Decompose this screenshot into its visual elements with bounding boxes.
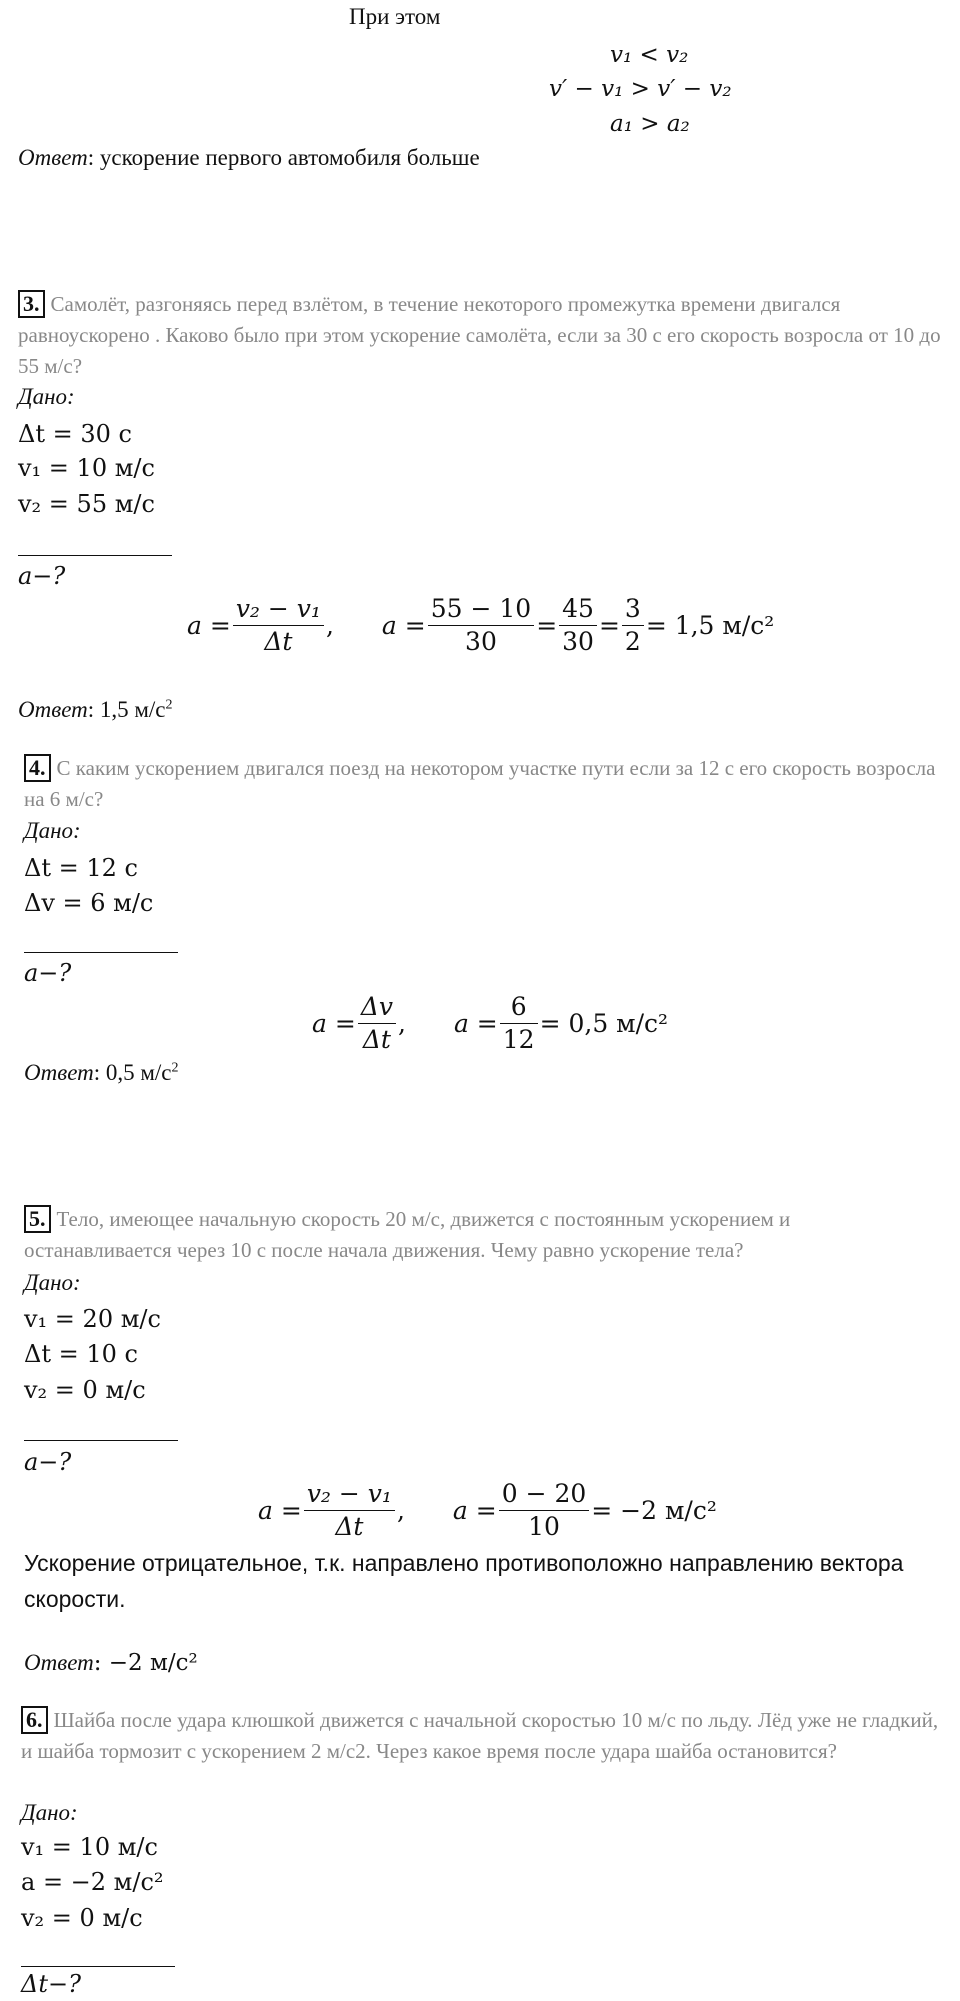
- solution-formula: [258, 1478, 717, 1543]
- given-value: Δt = 12 с: [24, 854, 138, 882]
- answer-exponent: 2: [165, 697, 173, 713]
- answer-line: [24, 1060, 179, 1086]
- answer-exponent: 2: [171, 1060, 179, 1076]
- numerator: 0 − 20: [501, 1479, 587, 1508]
- denominator: 30: [465, 627, 497, 656]
- denominator: 10: [528, 1512, 560, 1541]
- unknown-quantity: a−?: [24, 1448, 72, 1476]
- fraction: [499, 1478, 590, 1543]
- explanation-note: Ускорение отрицательное, т.к. направлено противоположно направлению вектора скорости.: [24, 1550, 904, 1612]
- numerator: Δv: [360, 992, 393, 1021]
- calc-lhs: a =: [381, 611, 426, 640]
- solution-formula: [187, 593, 774, 658]
- numerator: 6: [510, 992, 527, 1021]
- answer-text: : 1,5 м/с: [87, 697, 166, 722]
- given-value: Δv = 6 м/с: [24, 889, 154, 917]
- formula-comma: ,: [325, 611, 334, 640]
- given-divider: [21, 1966, 175, 1967]
- task-number: 4.: [24, 754, 51, 782]
- fraction: [428, 593, 534, 658]
- calc-result: = 1,5 м/с²: [645, 611, 775, 640]
- formula-lhs: a =: [187, 611, 231, 640]
- numerator: 3: [624, 594, 641, 623]
- given-value: v₂ = 0 м/с: [24, 1376, 146, 1404]
- calc-lhs: a =: [453, 1009, 498, 1038]
- formula-comma: ,: [396, 1496, 405, 1525]
- fraction: [358, 991, 396, 1056]
- given-label: Дано:: [21, 1800, 78, 1825]
- denominator: 12: [502, 1025, 535, 1054]
- formula-lhs: a =: [312, 1009, 356, 1038]
- given-label: Дано:: [24, 1270, 81, 1295]
- given-value: v₁ = 20 м/с: [24, 1305, 161, 1333]
- task-6-statement: [21, 1705, 946, 1767]
- solution-formula: [312, 991, 668, 1056]
- denominator: Δt: [264, 627, 293, 656]
- formula-lhs: a =: [258, 1496, 302, 1525]
- equals-sign: =: [598, 611, 620, 640]
- given-divider: [24, 952, 178, 953]
- answer-line: [18, 697, 173, 723]
- given-label: Дано:: [24, 818, 81, 843]
- numerator: 45: [562, 594, 594, 623]
- numerator: v₂ − v₁: [235, 594, 321, 623]
- unknown-quantity: Δt−?: [21, 1970, 81, 1998]
- formula-comma: ,: [398, 1009, 406, 1038]
- denominator: 2: [624, 627, 641, 656]
- fraction: [559, 593, 597, 658]
- denominator: 30: [562, 627, 594, 656]
- numerator: v₂ − v₁: [306, 1479, 392, 1508]
- given-label: Дано:: [18, 384, 75, 409]
- fraction: [500, 991, 538, 1056]
- answer-text: : 0,5 м/с: [93, 1060, 172, 1085]
- answer-label: Ответ: [24, 1060, 94, 1085]
- task-4-statement: [24, 753, 943, 815]
- fraction: [622, 593, 644, 658]
- section-heading: При этом: [349, 4, 441, 29]
- answer-line: [24, 1650, 198, 1676]
- answer-line: [18, 145, 480, 171]
- task-text: Тело, имеющее начальную скорость 20 м/с, движется с постоянным ускорением и останавливается через 10 с после начала движения. Чему равно ускорение тела?: [24, 1207, 791, 1262]
- given-divider: [24, 1440, 178, 1441]
- inequality-velocities: v₁ < v₂: [610, 42, 689, 68]
- calc-result: = 0,5 м/с²: [539, 1009, 669, 1038]
- numerator: 55 − 10: [430, 594, 532, 623]
- task-3-statement: [18, 289, 943, 382]
- answer-text: : ускорение первого автомобиля больше: [87, 145, 480, 170]
- task-text: Самолёт, разгоняясь перед взлётом, в течение некоторого промежутка времени двигался равноускорено . Каково было при этом ускорение самолёта, если за 30 с его скорость возросла от 10 до 55 м/с?: [18, 292, 941, 378]
- given-value: v₁ = 10 м/с: [18, 454, 155, 482]
- given-value: v₁ = 10 м/с: [21, 1833, 158, 1861]
- given-value: v₂ = 0 м/с: [21, 1904, 143, 1932]
- task-5-statement: [24, 1204, 943, 1266]
- equals-sign: =: [536, 611, 558, 640]
- task-text: Шайба после удара клюшкой движется с начальной скоростью 10 м/с по льду. Лёд уже не гладкий, и шайба тормозит с ускорением 2 м/с2. Через какое время после удара шайба остановится?: [21, 1708, 939, 1763]
- inequality-differences: v′ − v₁ > v′ − v₂: [549, 76, 732, 102]
- given-value: Δt = 30 с: [18, 420, 132, 448]
- calc-result: = −2 м/с²: [591, 1496, 717, 1525]
- given-value: v₂ = 55 м/с: [18, 490, 155, 518]
- task-number: 6.: [21, 1706, 48, 1734]
- unknown-quantity: a−?: [18, 562, 66, 590]
- calc-lhs: a =: [452, 1496, 497, 1525]
- answer-label: Ответ: [24, 1650, 94, 1675]
- fraction: [304, 1478, 395, 1543]
- given-divider: [18, 555, 172, 556]
- fraction: [233, 593, 324, 658]
- task-text: С каким ускорением двигался поезд на некотором участке пути если за 12 с его скорость возросла на 6 м/с?: [24, 756, 936, 811]
- answer-label: Ответ: [18, 697, 88, 722]
- task-number: 3.: [18, 290, 45, 318]
- given-value: Δt = 10 с: [24, 1340, 138, 1368]
- answer-label: Ответ: [18, 145, 88, 170]
- answer-text: : −2 м/с²: [93, 1650, 198, 1676]
- given-value: a = −2 м/с²: [21, 1868, 164, 1896]
- inequality-accelerations: a₁ > a₂: [610, 111, 690, 137]
- denominator: Δt: [335, 1512, 364, 1541]
- denominator: Δt: [362, 1025, 391, 1054]
- unknown-quantity: a−?: [24, 959, 72, 987]
- task-number: 5.: [24, 1205, 51, 1233]
